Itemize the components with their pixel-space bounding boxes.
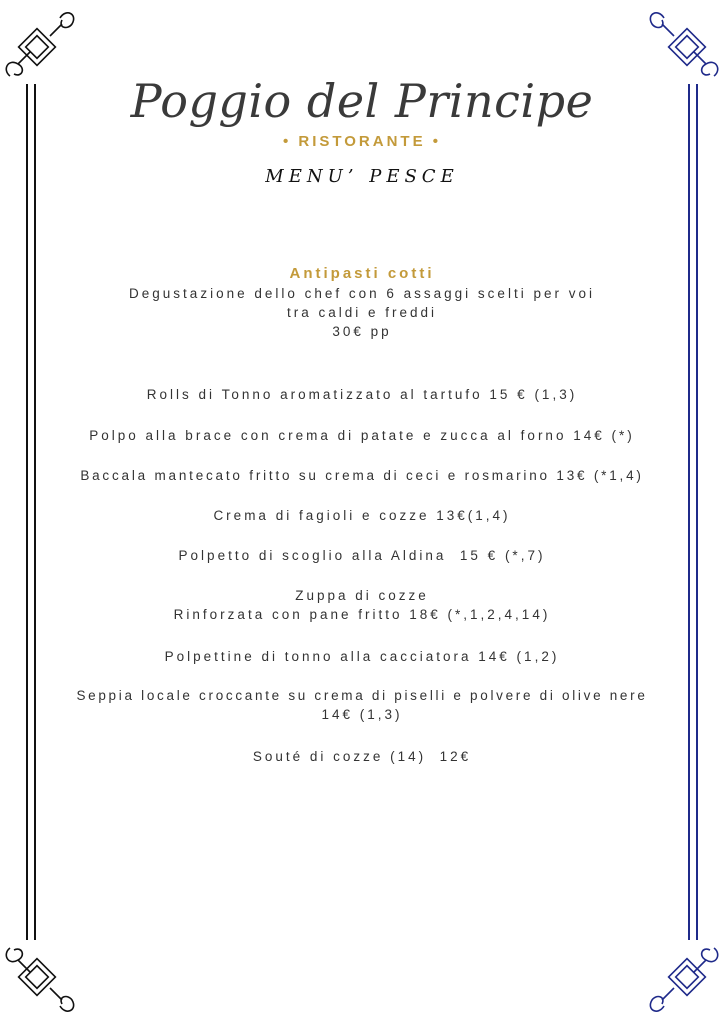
menu-item-line: Polpettine di tonno alla cacciatora 14€ (1,2) <box>164 649 560 664</box>
menu-item-line: Souté di cozze (14) 12€ <box>252 749 472 764</box>
menu-item <box>0 586 724 624</box>
menu-item <box>0 426 724 445</box>
menu-item-line: Rolls di Tonno aromatizzato al tartufo 15 € (1,3) <box>146 387 578 402</box>
corner-ornament-top-right <box>650 13 717 76</box>
menu-item <box>0 747 724 766</box>
menu-item-line: Crema di fagioli e cozze 13€(1,4) <box>213 508 511 523</box>
antipasti-price: 30€ pp <box>332 324 392 339</box>
restaurant-subtitle: • RISTORANTE • <box>282 133 442 150</box>
corner-ornament-top-left <box>6 13 73 76</box>
menu-item-line: Seppia locale croccante su crema di piselli e polvere di olive nere <box>76 688 648 703</box>
menu-item-line: Polpo alla brace con crema di patate e zucca al forno 14€ (*) <box>89 428 635 443</box>
menu-item <box>0 385 724 404</box>
antipasti-section <box>0 264 724 341</box>
menu-item-line: Rinforzata con pane fritto 18€ (*,1,2,4,14) <box>173 607 551 622</box>
menu-item <box>0 506 724 525</box>
menu-item-line: Polpetto di scoglio alla Aldina 15 € (*,7) <box>178 548 546 563</box>
menu-item <box>0 686 724 724</box>
section-heading: Antipasti cotti <box>289 265 435 282</box>
menu-item-line: Baccala mantecato fritto su crema di ceci e rosmarino 13€ (*1,4) <box>80 468 644 483</box>
antipasti-description-line: tra caldi e freddi <box>286 305 438 320</box>
menu-item-line: 14€ (1,3) <box>321 707 403 722</box>
menu-item-line: Zuppa di cozze <box>295 588 429 603</box>
menu-item <box>0 647 724 666</box>
menu-item <box>0 546 724 565</box>
menu-title: MENU’ PESCE <box>265 166 459 187</box>
antipasti-description-line: Degustazione dello chef con 6 assaggi scelti per voi <box>129 286 595 301</box>
menu-item <box>0 466 724 485</box>
restaurant-name: Poggio del Principe <box>130 74 594 128</box>
corner-ornament-bottom-left <box>6 948 73 1011</box>
corner-ornament-bottom-right <box>650 948 717 1011</box>
